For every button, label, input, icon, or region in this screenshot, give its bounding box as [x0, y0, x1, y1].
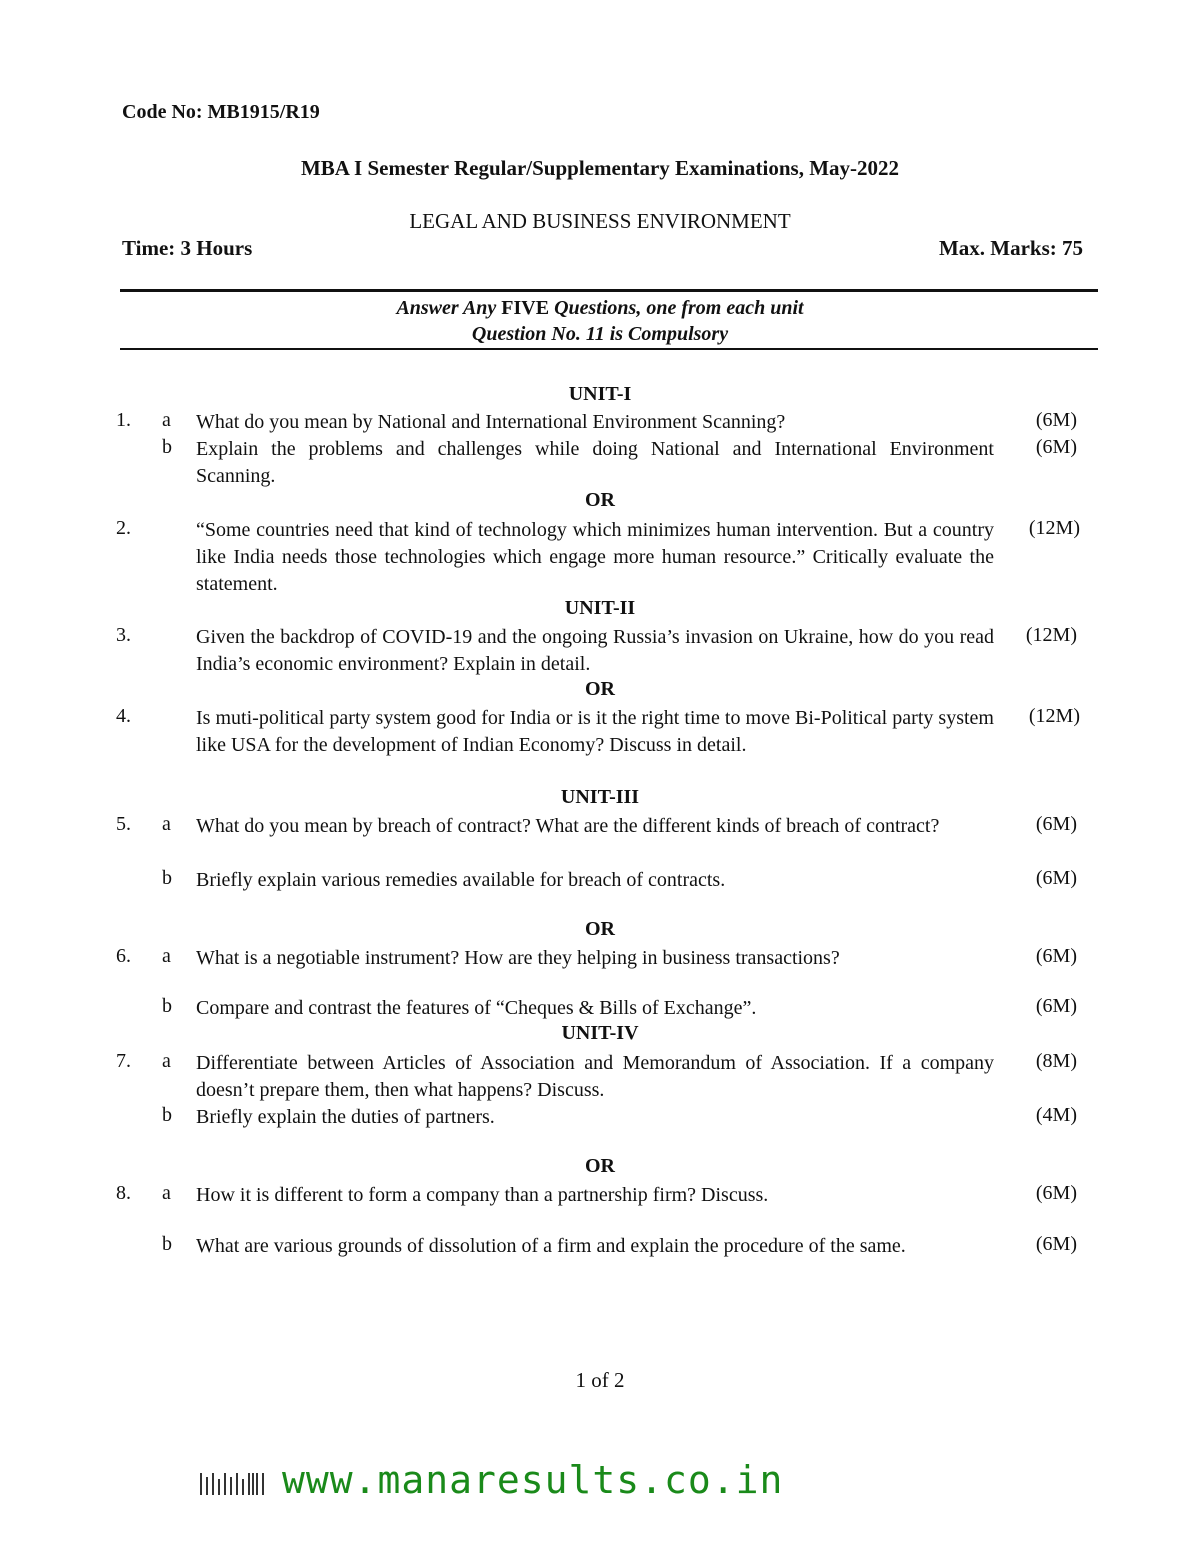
or-separator: OR	[585, 1155, 615, 1177]
question-text: Is muti-political party system good for India or is it the right time to move Bi-Political party system like USA for the development of Indian Economy? Discuss in detail.	[196, 707, 994, 756]
question-text: What are various grounds of dissolution of a firm and explain the procedure of the same.	[196, 1235, 906, 1257]
question-number: 5.	[116, 813, 131, 835]
question-marks: (8M)	[1035, 1050, 1077, 1072]
subpart-label: b	[162, 995, 172, 1017]
question-text: Briefly explain various remedies available for breach of contracts.	[196, 869, 726, 891]
question-marks: (4M)	[1035, 1104, 1077, 1126]
question-marks: (6M)	[1035, 1182, 1077, 1204]
max-marks-label: Max. Marks: 75	[938, 236, 1083, 260]
bottom-rule	[120, 348, 1098, 350]
barcode-icon	[200, 1465, 268, 1495]
question-marks: (6M)	[1035, 995, 1077, 1017]
instruction-line-2: Question No. 11 is Compulsory	[471, 323, 729, 345]
website-link[interactable]: www.manaresults.co.in	[282, 1458, 784, 1502]
top-rule	[120, 289, 1098, 292]
page-number: 1 of 2	[575, 1368, 625, 1392]
question-text: Explain the problems and challenges while doing National and International Environment Scanning.	[196, 438, 994, 487]
subpart-label: a	[162, 813, 171, 835]
question-marks: (12M)	[1028, 517, 1080, 539]
question-number: 3.	[116, 624, 131, 646]
subpart-label: a	[162, 409, 171, 431]
unit-heading: UNIT-II	[564, 597, 636, 619]
instruction-text-c: Questions, one from each unit	[549, 297, 804, 319]
subject-title: LEGAL AND BUSINESS ENVIRONMENT	[409, 209, 791, 233]
question-number: 6.	[116, 945, 131, 967]
exam-title: MBA I Semester Regular/Supplementary Examinations, May-2022	[300, 156, 900, 180]
subpart-label: b	[162, 1104, 172, 1126]
subpart-label: a	[162, 945, 171, 967]
question-text: Given the backdrop of COVID-19 and the ongoing Russia’s invasion on Ukraine, how do you read India’s economic environment? Explain in detail.	[196, 626, 994, 675]
instruction-line-1	[0, 297, 1200, 320]
or-separator: OR	[585, 678, 615, 700]
unit-heading: UNIT-IV	[561, 1022, 639, 1044]
subpart-label: a	[162, 1182, 171, 1204]
footer	[200, 1455, 783, 1505]
question-number: 4.	[116, 705, 131, 727]
question-marks: (6M)	[1035, 1233, 1077, 1255]
question-marks: (6M)	[1035, 867, 1077, 889]
question-marks: (6M)	[1035, 436, 1077, 458]
question-text: What do you mean by breach of contract? What are the different kinds of breach of contract?	[196, 815, 940, 837]
unit-heading: UNIT-I	[568, 383, 632, 405]
code-number: Code No: MB1915/R19	[122, 101, 320, 123]
subpart-label: b	[162, 1233, 172, 1255]
question-marks: (6M)	[1035, 409, 1077, 431]
question-number: 8.	[116, 1182, 131, 1204]
question-text: What is a negotiable instrument? How are they helping in business transactions?	[196, 947, 840, 969]
question-number: 2.	[116, 517, 131, 539]
question-text: How it is different to form a company than a partnership firm? Discuss.	[196, 1184, 769, 1206]
question-text: What do you mean by National and International Environment Scanning?	[196, 411, 786, 433]
question-marks: (6M)	[1035, 945, 1077, 967]
question-marks: (12M)	[1025, 624, 1077, 646]
instruction-text-a: Answer Any	[396, 297, 502, 319]
or-separator: OR	[585, 918, 615, 940]
question-text: Briefly explain the duties of partners.	[196, 1106, 495, 1128]
question-marks: (12M)	[1028, 705, 1080, 727]
question-number: 7.	[116, 1050, 131, 1072]
question-text: Compare and contrast the features of “Cheques & Bills of Exchange”.	[196, 997, 757, 1019]
instruction-text-five: FIVE	[501, 297, 550, 319]
subpart-label: b	[162, 867, 172, 889]
subpart-label: a	[162, 1050, 171, 1072]
time-label: Time: 3 Hours	[122, 236, 253, 260]
subpart-label: b	[162, 436, 172, 458]
question-text: “Some countries need that kind of technology which minimizes human intervention. But a country like India needs those technologies which engage more human resource.” Critically evaluate the statement.	[196, 519, 994, 595]
unit-heading: UNIT-III	[560, 786, 640, 808]
question-number: 1.	[116, 409, 131, 431]
question-text: Differentiate between Articles of Association and Memorandum of Association. If a company doesn’t prepare them, then what happens? Discuss.	[196, 1052, 994, 1101]
or-separator: OR	[585, 489, 615, 511]
question-marks: (6M)	[1035, 813, 1077, 835]
